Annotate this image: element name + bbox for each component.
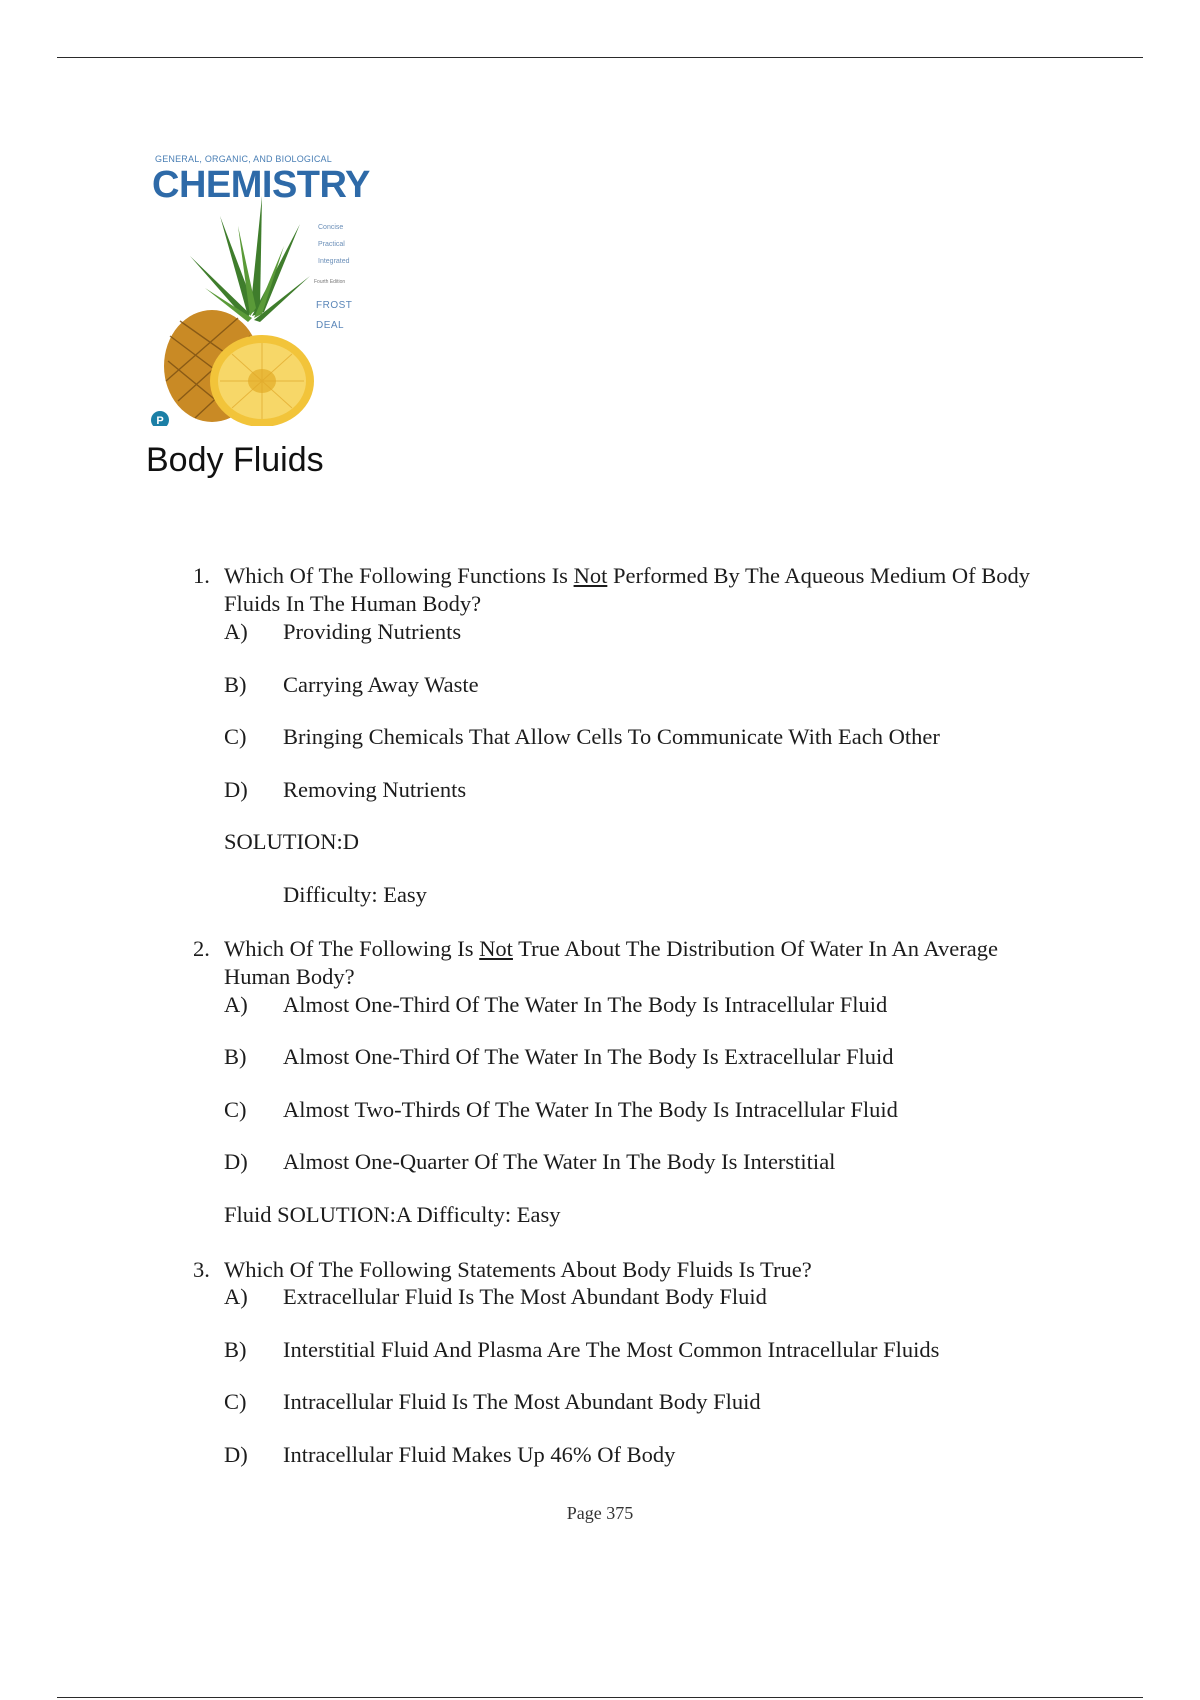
emphasis-not: Not (573, 563, 608, 588)
page-number: Page 375 (566, 1503, 634, 1523)
option-d: D) Almost One-Quarter Of The Water In The Body Is Interstitial (224, 1149, 836, 1174)
option-a: A) Providing Nutrients (224, 619, 462, 644)
emphasis-not: Not (479, 936, 513, 961)
publisher-logo: P (156, 415, 164, 426)
pineapple-illustration (150, 196, 320, 426)
question-3 (193, 1256, 1053, 1284)
cover-title: CHEMISTRY (152, 164, 370, 206)
option-c: C) Intracellular Fluid Is The Most Abundant Body Fluid (224, 1389, 761, 1414)
option-b: B) Interstitial Fluid And Plasma Are The Most Common Intracellular Fluids (224, 1337, 940, 1362)
question-stem: Which Of The Following Statements About Body Fluids Is True? (224, 1257, 812, 1282)
cover-author: FROST (316, 300, 353, 311)
question-2 (193, 935, 1053, 991)
cover-author: DEAL (316, 320, 345, 331)
cover-series: GENERAL, ORGANIC, AND BIOLOGICAL (155, 154, 332, 164)
section-title: Body Fluids (146, 441, 324, 479)
question-stem: Which Of The Following Functions Is Not Performed By The Aqueous Medium Of Body Fluids In The Human Body? (224, 563, 1030, 616)
option-d: D) Intracellular Fluid Makes Up 46% Of Body (224, 1442, 676, 1467)
option-b: B) Almost One-Third Of The Water In The Body Is Extracellular Fluid (224, 1044, 894, 1069)
cover-tag: Concise (318, 224, 344, 231)
question-number: 2. (193, 936, 210, 961)
option-a: A) Extracellular Fluid Is The Most Abundant Body Fluid (224, 1284, 767, 1309)
difficulty: Difficulty: Easy (283, 882, 427, 907)
question-1 (193, 562, 1053, 618)
option-c: C) Almost Two-Thirds Of The Water In The Body Is Intracellular Fluid (224, 1097, 898, 1122)
option-b: B) Carrying Away Waste (224, 672, 479, 697)
question-number: 3. (193, 1257, 210, 1282)
question-number: 1. (193, 563, 210, 588)
cover-tag: Practical (318, 241, 345, 248)
option-c: C) Bringing Chemicals That Allow Cells To Communicate With Each Other (224, 724, 940, 749)
solution-difficulty: Fluid SOLUTION:A Difficulty: Easy (224, 1202, 561, 1227)
option-d: D) Removing Nutrients (224, 777, 467, 802)
bottom-rule (57, 1697, 1143, 1698)
cover-tag: Integrated (318, 258, 350, 265)
question-stem: Which Of The Following Is Not True About The Distribution Of Water In An Average Human Body? (224, 936, 998, 989)
option-a: A) Almost One-Third Of The Water In The Body Is Intracellular Fluid (224, 992, 888, 1017)
top-rule (57, 57, 1143, 58)
cover-edition: Fourth Edition (314, 279, 346, 285)
book-cover-image (150, 150, 372, 432)
solution: SOLUTION:D (224, 829, 359, 854)
